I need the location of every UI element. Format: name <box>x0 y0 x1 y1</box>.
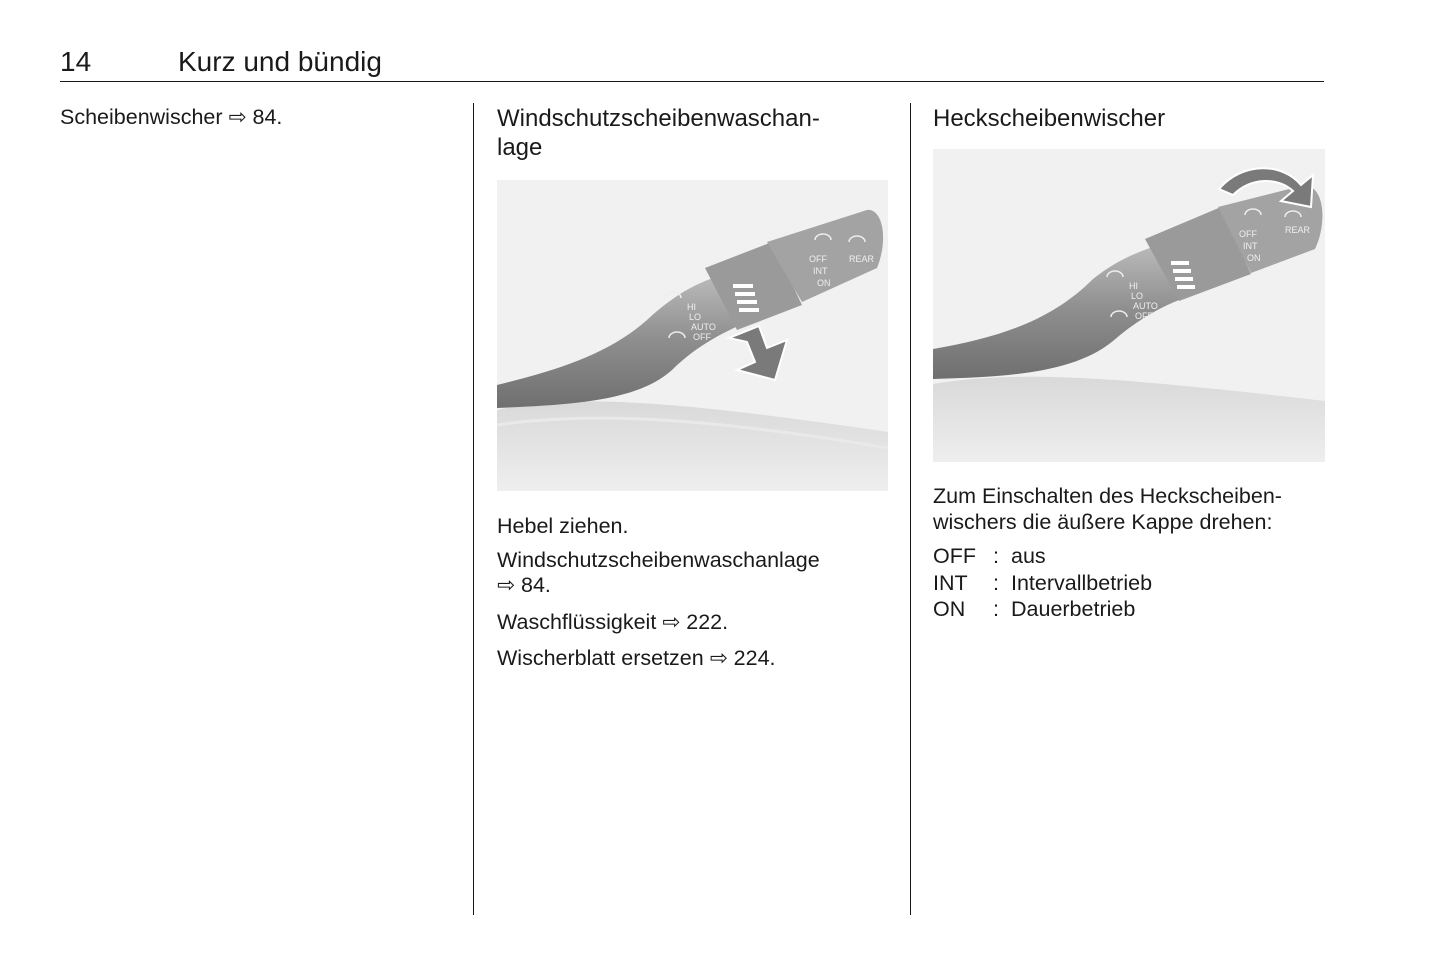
cross-reference-washer-line-1: Windschutzscheibenwaschanlage <box>497 548 820 572</box>
column-middle <box>497 102 892 702</box>
dashboard-shape <box>933 377 1325 462</box>
cap-label-rear: REAR <box>849 254 875 264</box>
lever-label-int: INT <box>813 266 828 276</box>
stalk-label-lo: LO <box>1131 291 1144 301</box>
stalk-label-off: OFF <box>693 332 711 342</box>
definition-list <box>933 543 1328 623</box>
definition-key: ON <box>933 597 966 621</box>
cross-reference-fluid: Waschflüssigkeit ⇨ 222. <box>497 610 729 634</box>
section-heading-rear-wiper: Heckscheibenwischer <box>933 105 1166 132</box>
definition-key: INT <box>933 570 968 595</box>
definition-row-int <box>933 570 1328 597</box>
chapter-title: Kurz und bündig <box>178 46 382 77</box>
heading-line-1: Windschutzscheibenwaschan- <box>497 105 820 132</box>
stalk-label-hi: HI <box>1129 281 1138 291</box>
section-heading <box>497 104 820 162</box>
column-divider-2 <box>910 103 911 915</box>
rear-wiper-lever-illustration <box>933 149 1325 462</box>
definition-separator: : <box>993 544 999 568</box>
pull-arrow-icon <box>729 326 787 380</box>
stalk-label-auto: AUTO <box>691 322 716 332</box>
stalk-label-off: OFF <box>1135 311 1153 321</box>
page-number: 14 <box>60 46 92 77</box>
definition-value: aus <box>1011 544 1046 568</box>
lever-label-off: OFF <box>809 254 827 264</box>
rear-wiper-intro-line-1: Zum Einschalten des Heckscheiben- <box>933 484 1282 508</box>
column-right <box>933 102 1328 632</box>
wiper-lever-illustration <box>497 180 888 491</box>
definition-value: Intervallbetrieb <box>1011 570 1153 595</box>
dashboard-shape <box>497 401 888 491</box>
figure-rear-wiper-cap <box>933 149 1325 462</box>
lever-label-int: INT <box>1243 241 1258 251</box>
cap-label-rear: REAR <box>1285 225 1311 235</box>
definition-value: Dauerbetrieb <box>1011 597 1136 621</box>
definition-key: OFF <box>933 544 976 568</box>
rear-wiper-intro-line-2: wischers die äußere Kappe drehen: <box>933 510 1273 534</box>
stalk-label-lo: LO <box>689 312 702 322</box>
stalk-label-auto: AUTO <box>1133 301 1158 311</box>
instruction-text: Hebel ziehen. <box>497 514 629 538</box>
lever-label-on: ON <box>817 278 831 288</box>
stalk-label-hi: HI <box>687 302 696 312</box>
figure-wiper-lever-pull <box>497 180 888 491</box>
heading-line-2: lage <box>497 134 543 161</box>
column-divider-1 <box>473 103 474 915</box>
lever-label-off: OFF <box>1239 229 1257 239</box>
definition-row-on <box>933 596 1328 623</box>
cross-reference-text: Scheibenwischer ⇨ 84. <box>60 105 283 129</box>
definition-row-off <box>933 543 1328 570</box>
page-header <box>60 44 1324 82</box>
cross-reference-wiper-blade: Wischerblatt ersetzen ⇨ 224. <box>497 646 776 670</box>
lever-label-on: ON <box>1247 253 1261 263</box>
column-left <box>60 102 460 131</box>
cross-reference-washer-line-2: ⇨ 84. <box>497 573 551 597</box>
definition-separator: : <box>993 570 999 595</box>
definition-separator: : <box>993 597 999 621</box>
